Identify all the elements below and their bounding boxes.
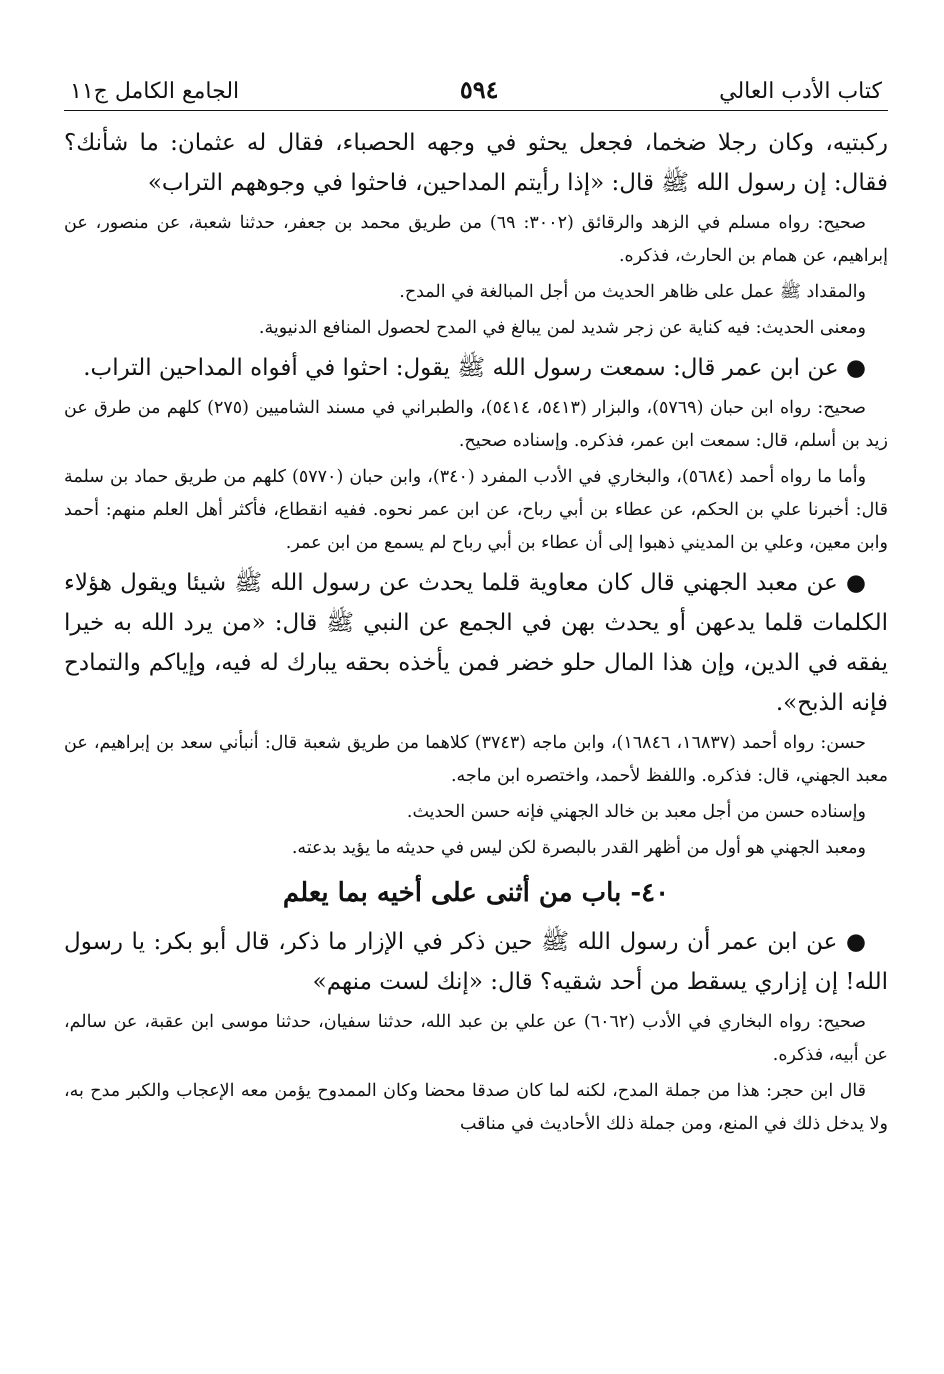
- hadith-text: ● عن ابن عمر قال: سمعت رسول الله ﷺ يقول: احثوا في أفواه المداحين التراب.: [83, 355, 866, 381]
- chapter-heading: ٤٠- باب من أثنى على أخيه بما يعلم: [282, 878, 670, 908]
- volume-label: الجامع الكامل ج١١: [70, 79, 240, 104]
- commentary-note: قال ابن حجر: هذا من جملة المدح، لكنه لما كان صدقا محضا وكان الممدوح يؤمن معه الإعجاب والكبر مدح به، ولا يدخل ذلك في المنع، ومن جملة ذلك الأحاديث في مناقب: [64, 1081, 888, 1134]
- hadith-text: ● عن معبد الجهني قال كان معاوية قلما يحدث عن رسول الله ﷺ شيئا ويقول هؤلاء الكلمات قلما يدعهن أو يحدث بهن في الجمع عن النبي ﷺ قال: «من يرد الله به خيرا يفقه في الدين، وإن هذا المال حلو خضر فمن يأخذه بحقه يبارك له فيه، وإياكم والتمادح فإنه الذبح».: [64, 570, 888, 716]
- page-content: [64, 123, 888, 1141]
- commentary-note: وإسناده حسن من أجل معبد بن خالد الجهني فإنه حسن الحديث.: [406, 802, 866, 822]
- takhrij-note: صحيح: رواه البخاري في الأدب (٦٠٦٢) عن علي بن عبد الله، حدثنا سفيان، حدثنا موسى ابن عقبة، عن سالم، عن أبيه، فذكره.: [64, 1012, 888, 1065]
- book-title: كتاب الأدب العالي: [719, 79, 882, 104]
- commentary-note: ومعبد الجهني هو أول من أظهر القدر بالبصرة لكن ليس في حديثه ما يؤيد بدعته.: [291, 838, 866, 858]
- page-number: ٥٩٤: [459, 75, 499, 104]
- hadith-text: ركبتيه، وكان رجلا ضخما، فجعل يحثو في وجهه الحصباء، فقال له عثمان: ما شأنك؟ فقال: إن رسول الله ﷺ قال: «إذا رأيتم المداحين، فاحثوا في وجوههم التراب»: [64, 130, 888, 196]
- takhrij-note: حسن: رواه أحمد (١٦٨٣٧، ١٦٨٤٦)، وابن ماجه (٣٧٤٣) كلاهما من طريق شعبة قال: أنبأني سعد بن إبراهيم، عن معبد الجهني، قال: فذكره. واللفظ لأحمد، واختصره ابن ماجه.: [64, 733, 888, 786]
- takhrij-note: صحيح: رواه ابن حبان (٥٧٦٩)، والبزار (٥٤١٣، ٥٤١٤)، والطبراني في مسند الشاميين (٢٧٥) كلهم من طرق عن زيد بن أسلم، قال: سمعت ابن عمر، فذكره. وإسناده صحيح.: [64, 398, 888, 451]
- page-header: [64, 56, 888, 111]
- takhrij-note: صحيح: رواه مسلم في الزهد والرقائق (٣٠٠٢: ٦٩) من طريق محمد بن جعفر، حدثنا شعبة، عن منصور، عن إبراهيم، عن همام بن الحارث، فذكره.: [64, 213, 888, 266]
- commentary-note: والمقداد ﷺ عمل على ظاهر الحديث من أجل المبالغة في المدح.: [399, 282, 866, 302]
- commentary-note: وأما ما رواه أحمد (٥٦٨٤)، والبخاري في الأدب المفرد (٣٤٠)، وابن حبان (٥٧٧٠) كلهم من طريق حماد بن سلمة قال: أخبرنا علي بن الحكم، عن عطاء بن أبي رباح، عن ابن عمر نحوه. ففيه انقطاع، فأكثر أهل العلم منهم: أحمد وابن معين، وعلي بن المديني ذهبوا إلى أن عطاء بن أبي رباح لم يسمع من ابن عمر.: [64, 467, 888, 553]
- hadith-text: ● عن ابن عمر أن رسول الله ﷺ حين ذكر في الإزار ما ذكر، قال أبو بكر: يا رسول الله! إن إزاري يسقط من أحد شقيه؟ قال: «إنك لست منهم»: [64, 929, 888, 995]
- commentary-note: ومعنى الحديث: فيه كناية عن زجر شديد لمن يبالغ في المدح لحصول المنافع الدنيوية.: [258, 318, 866, 338]
